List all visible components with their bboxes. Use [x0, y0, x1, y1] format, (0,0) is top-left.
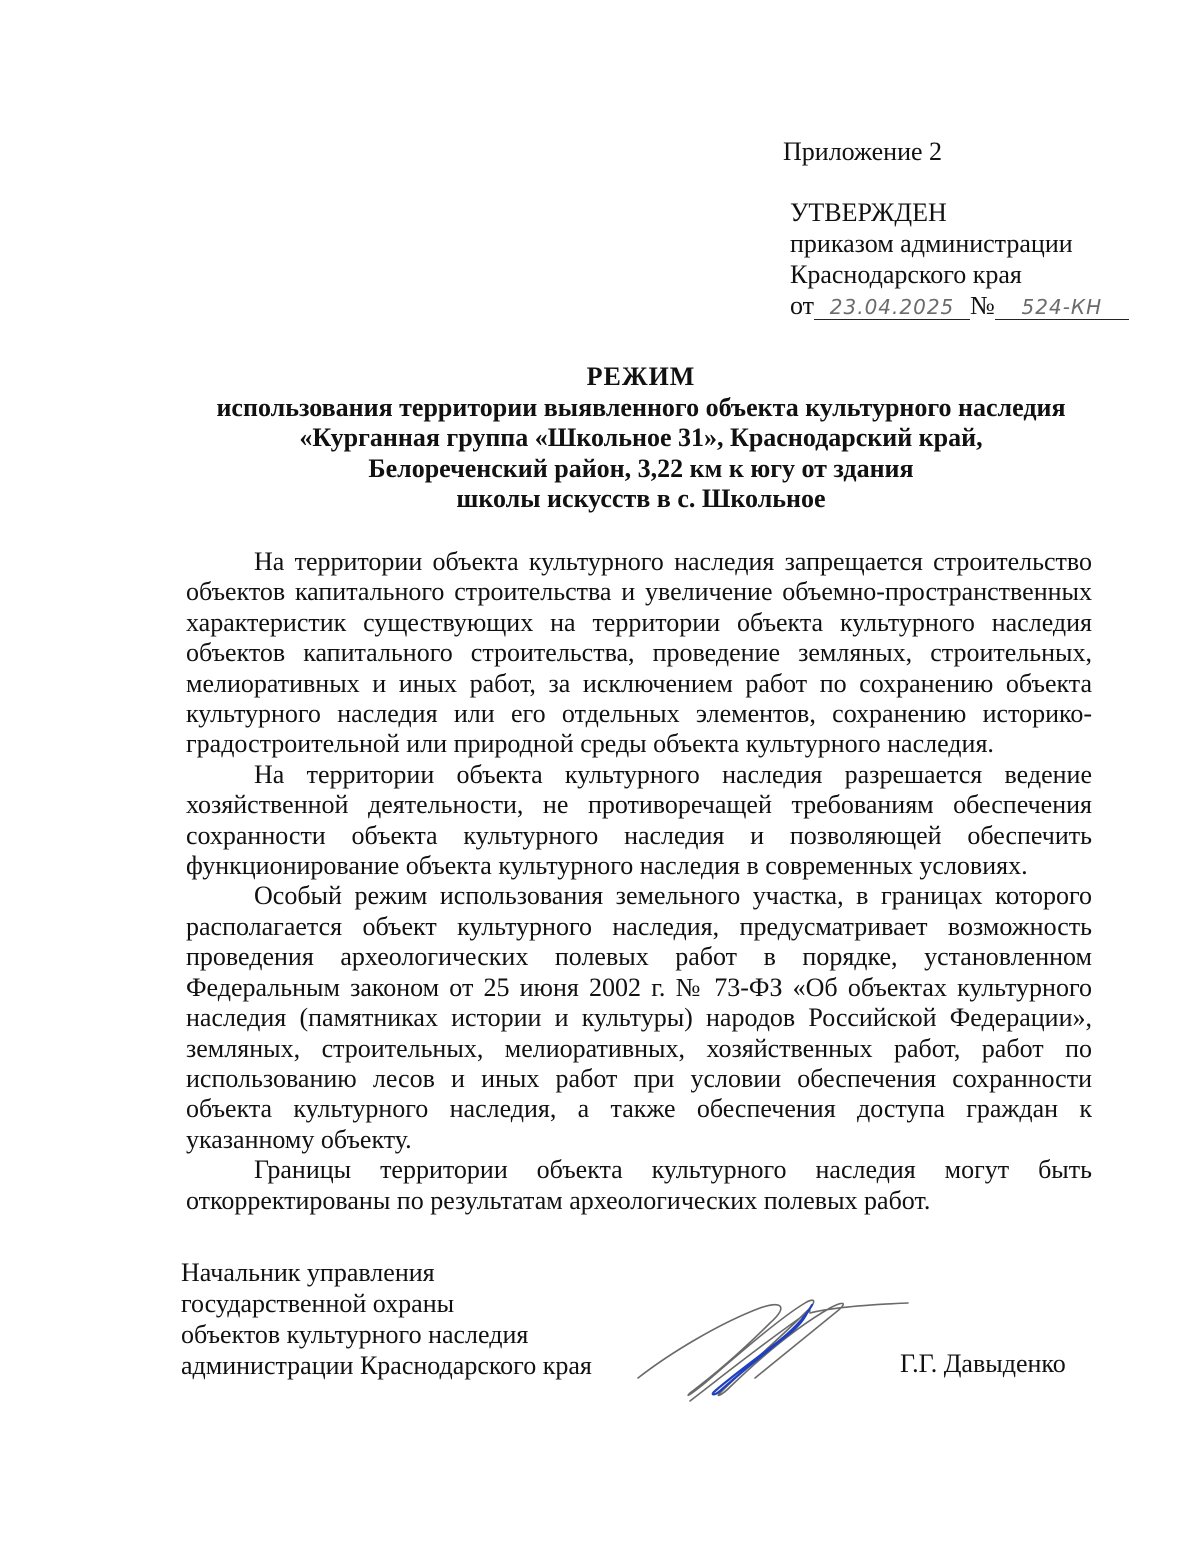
- signatory-name: Г.Г. Давыденко: [900, 1349, 1066, 1378]
- number-prefix: №: [970, 291, 995, 320]
- number-field: [995, 294, 1129, 320]
- title-line: школы искусств в с. Школьное: [456, 484, 826, 513]
- position-line: Начальник управления: [181, 1258, 435, 1287]
- handwritten-signature: [630, 1283, 920, 1418]
- paragraph: Особый режим использования земельного участка, в границах которого располагается объект культурного наследия, предусматривает возможность проведения археологических полевых работ в порядке, установленном Федеральным законом от 25 июня 2002 г. № 73-ФЗ «Об объектах культурного наследия (памятниках истории и культуры) народов Российской Федерации», земляных, строительных, мелиоративных, хозяйственных работ, работ по использованию лесов и иных работ при условии обеспечения сохранности объекта культурного наследия, а также обеспечения доступа граждан к указанному объекту.: [186, 881, 1092, 1154]
- title-line: «Курганная группа «Школьное 31», Краснодарский край,: [299, 423, 983, 452]
- approval-date-row: [790, 290, 1129, 321]
- approved-line: Краснодарского края: [790, 260, 1022, 289]
- date-value: 23.04.2025: [829, 295, 955, 319]
- paragraph: На территории объекта культурного наследия разрешается ведение хозяйственной деятельности, не противоречащей требованиям обеспечения сохранности объекта культурного наследия и позволяющей обеспечить функционирование объекта культурного наследия в современных условиях.: [186, 759, 1092, 881]
- title-line: использования территории выявленного объекта культурного наследия: [216, 392, 1066, 422]
- document-body: [186, 547, 1092, 1216]
- paragraph: Границы территории объекта культурного наследия могут быть откорректированы по результатам археологических полевых работ.: [186, 1155, 1092, 1215]
- paragraph: На территории объекта культурного наследия запрещается строительство объектов капитального строительства и увеличение объемно-пространственных характеристик существующих на территории объекта культурного наследия объектов капитального строительства, проведение земляных, строительных, мелиоративных и иных работ, за исключением работ по сохранению объекта культурного наследия или его отдельных элементов, сохранению историко-градостроительной или природной среды объекта культурного наследия.: [186, 547, 1092, 759]
- approval-stamp: [790, 197, 1129, 321]
- date-field: [814, 294, 970, 320]
- position-line: объектов культурного наследия: [181, 1320, 529, 1349]
- signatory-position: [181, 1257, 592, 1381]
- number-value: 524-КН: [1021, 295, 1103, 319]
- position-line: государственной охраны: [181, 1289, 455, 1318]
- appendix-label: Приложение 2: [783, 137, 943, 166]
- position-line: администрации Краснодарского края: [181, 1351, 592, 1380]
- approved-line: УТВЕРЖДЕН: [790, 198, 947, 227]
- title-main: РЕЖИМ: [586, 362, 696, 391]
- approved-line: приказом администрации: [790, 229, 1073, 258]
- title-line: Белореченский район, 3,22 км к югу от здания: [368, 453, 914, 483]
- date-prefix: от: [790, 291, 815, 320]
- document-title: [180, 362, 1102, 515]
